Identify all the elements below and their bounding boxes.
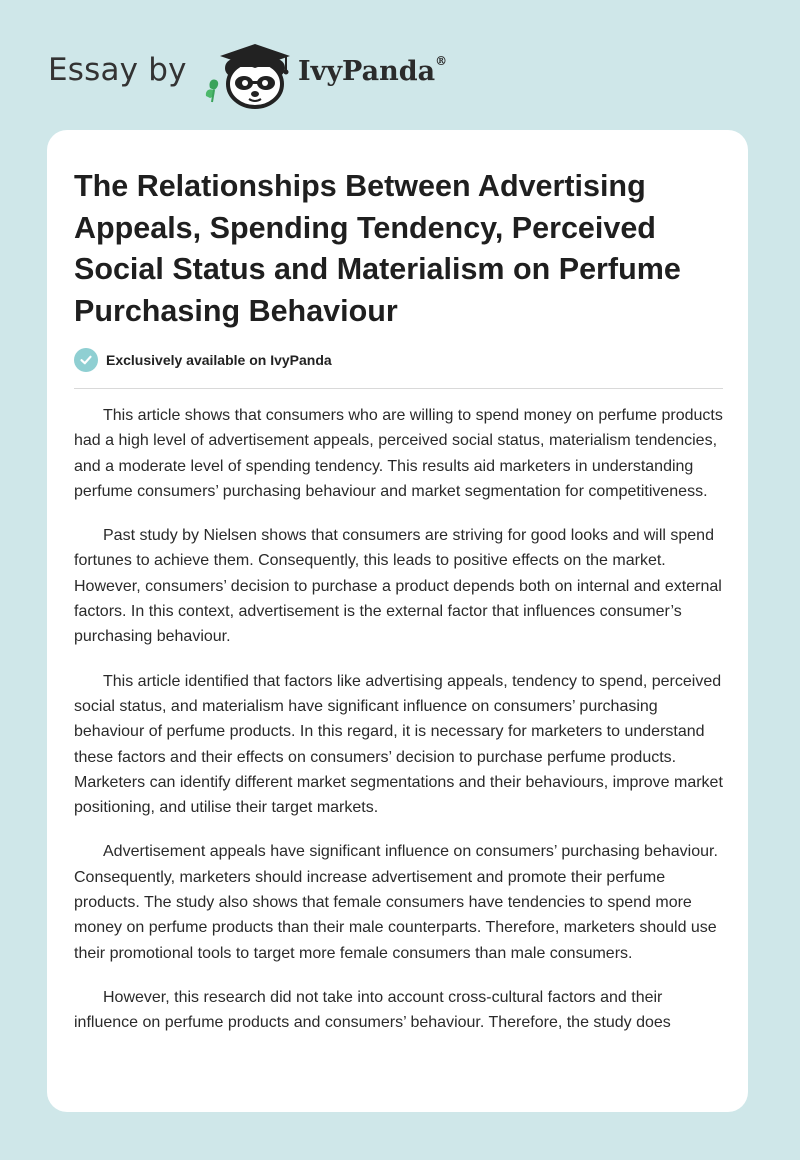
registered-mark: ® [435,54,448,68]
paragraph: This article identified that factors like advertising appeals, tendency to spend, perceived social status, and materialism have significant influence on consumers’ purchasing behaviour of perfume products. In this regard, it is necessary for marketers to understand these factors and their effects on consumers’ decision to purchase perfume products. Marketers can identify different market segmentations and their behaviours, improve market positioning, and utilise their target markets. [74,672,723,817]
check-circle-icon [74,348,98,372]
essay-body [74,403,729,1055]
essay-by-label: Essay by [48,52,187,88]
divider [74,388,723,389]
exclusive-badge-text: Exclusively available on IvyPanda [106,352,332,368]
paragraph: This article shows that consumers who are willing to spend money on perfume products had a high level of advertisement appeals, perceived social status, materialism tendencies, and a moderate level of spending tendency. This results aid marketers in understanding perfume consumers’ purchasing behaviour and market segmentation for competitiveness. [74,407,723,500]
site-header [48,38,568,110]
paragraph: Advertisement appeals have significant influence on consumers’ purchasing behaviour. Consequently, marketers should increase advertisement and promote their perfume products. The study also shows that female consumers have tendencies to spend more money on perfume products than their male counterparts. Therefore, marketers should use their promotional tools to target more female consumers than male consumers. [74,843,718,962]
ivypanda-logo[interactable] [202,38,302,110]
essay-card [47,130,748,1112]
panda-graduation-cap-icon [202,38,302,110]
exclusive-badge [74,348,332,372]
essay-title: The Relationships Between Advertising Appeals, Spending Tendency, Perceived Social Status and Materialism on Perfume Purchasing Behaviour [74,169,681,328]
paragraph: Past study by Nielsen shows that consumers are striving for good looks and will spend fortunes to achieve them. Consequently, this leads to positive effects on the market. However, consumers’ decision to purchase a product depends both on internal and external factors. In this context, advertisement is the external factor that influences consumer’s purchasing behaviour. [74,527,722,646]
paragraph: However, this research did not take into account cross-cultural factors and their influence on perfume products and consumers’ behaviour. Therefore, the study does [74,988,671,1032]
brand-text: IvyPanda [298,56,436,87]
brand-name [298,56,447,87]
